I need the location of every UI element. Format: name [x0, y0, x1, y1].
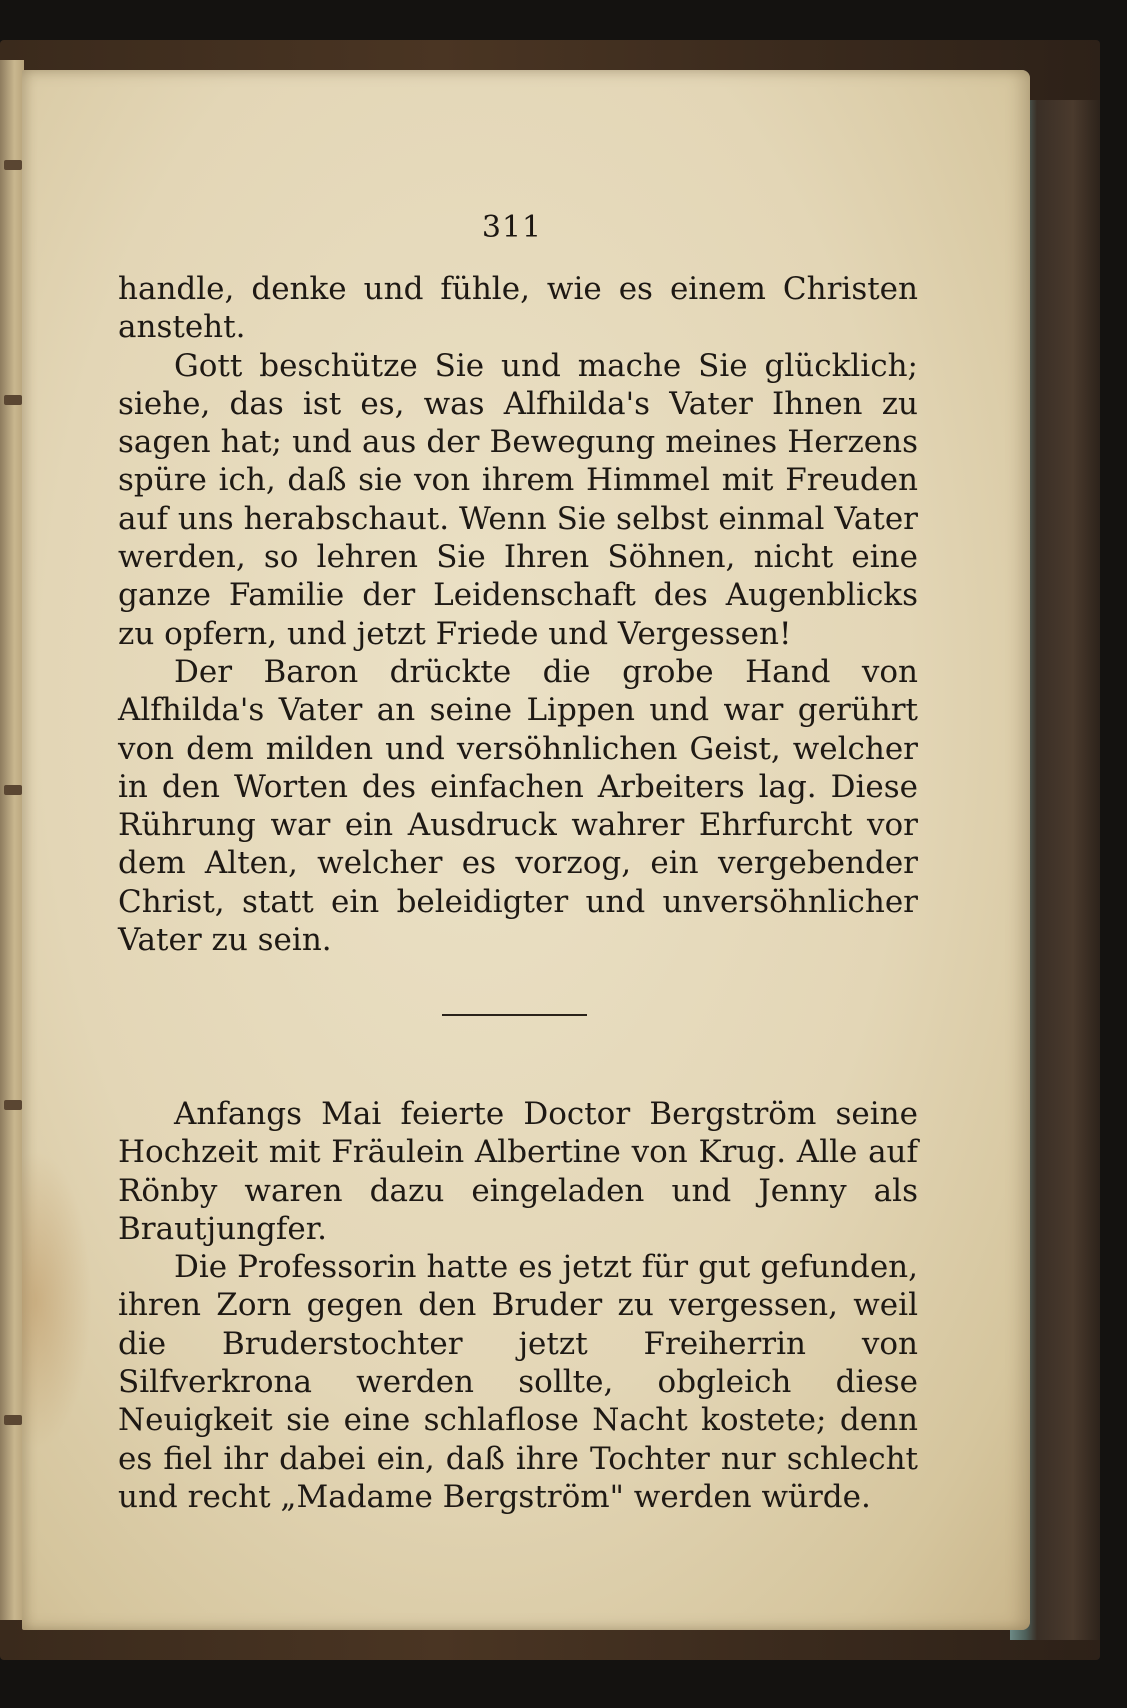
paragraph: Anfangs Mai feierte Doctor Bergström seine Hochzeit mit Fräulein Albertine von Krug. Alle auf Rönby waren dazu eingeladen und Jenny als Brautjungfer. — [118, 1096, 918, 1247]
binding-thread — [4, 1415, 22, 1425]
page-number: 311 — [481, 210, 543, 245]
text-block-bottom — [118, 1095, 918, 1516]
binding-thread — [4, 160, 22, 170]
paragraph: Gott beschütze Sie und mache Sie glücklich; siehe, das ist es, was Alfhilda's Vater Ihnen zu sagen hat; und aus der Bewegung meines Herzens spüre ich, daß sie von ihrem Himmel mit Freuden auf uns herabschaut. Wenn Sie selbst einmal Vater werden, so lehren Sie Ihren Söhnen, nicht eine ganze Familie der Leidenschaft des Augenblicks zu opfern, und jetzt Friede und Vergessen! — [118, 347, 918, 652]
text-block-top — [118, 270, 918, 959]
binding-thread — [4, 1100, 22, 1110]
binding-thread — [4, 785, 22, 795]
section-divider — [442, 1014, 587, 1016]
paragraph: handle, denke und fühle, wie es einem Christen ansteht. — [118, 271, 918, 346]
paragraph: Der Baron drückte die grobe Hand von Alfhilda's Vater an seine Lippen und war gerührt von dem milden und versöhnlichen Geist, welcher in den Worten des einfachen Arbeiters lag. Diese Rührung war ein Ausdruck wahrer Ehrfurcht vor dem Alten, welcher es vorzog, ein vergebender Christ, statt ein beleidigter und unversöhnlicher Vater zu sein. — [118, 653, 918, 959]
page-stain — [22, 1150, 92, 1450]
facing-page-edge — [0, 60, 24, 1620]
paragraph: Die Professorin hatte es jetzt für gut gefunden, ihren Zorn gegen den Bruder zu vergessen, weil die Bruderstochter jetzt Freiherrin von Silfverkrona werden sollte, obgleich diese Neuigkeit sie eine schlaflose Nacht kostete; denn es fiel ihr dabei ein, daß ihre Tochter nur schlecht und recht „Madame Bergström" werden würde. — [118, 1249, 918, 1515]
book-page — [22, 70, 1030, 1630]
binding-thread — [4, 395, 22, 405]
